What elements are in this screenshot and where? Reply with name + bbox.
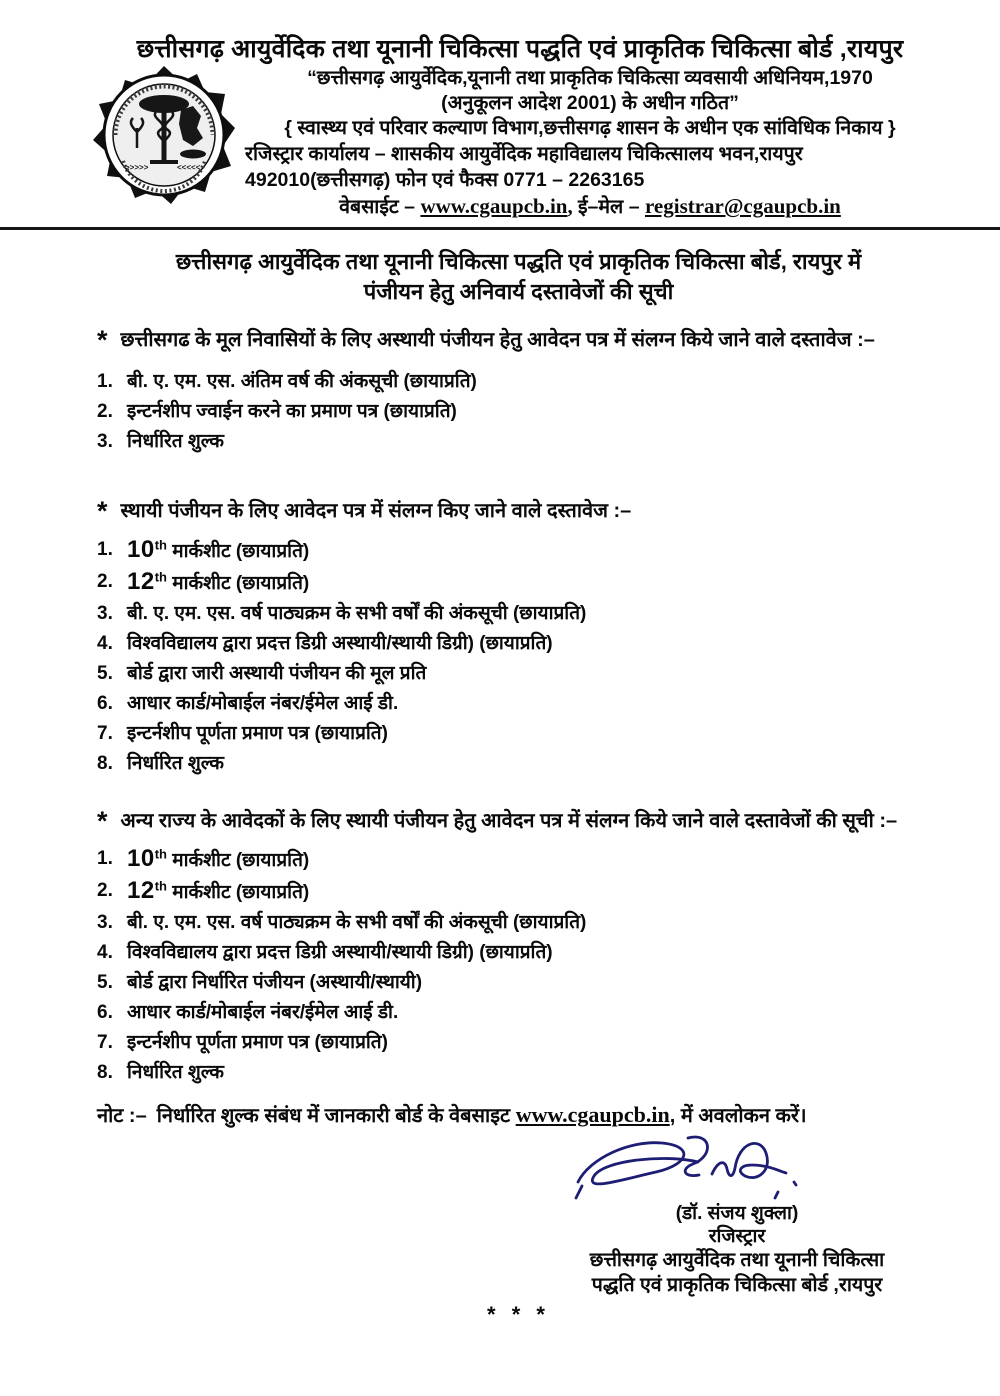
item-number: 8. (97, 1062, 113, 1083)
document-body (0, 247, 1000, 1328)
list-item (97, 749, 940, 779)
signature-dot (794, 1182, 796, 1185)
ordinal-suffix: th (154, 537, 167, 553)
item-text: आधार कार्ड/मोबाईल नंबर/ईमेल आई डी. (127, 693, 399, 714)
item-number: 1. (97, 371, 113, 392)
item-text: निर्धारित शुल्क (127, 431, 224, 452)
address-phone-line: 492010(छत्तीसगढ़) फोन एवं फैक्स 0771 – 2263165 (245, 169, 645, 191)
section-heading-text: छत्तीसगढ के मूल निवासियों के लिए अस्थायी पंजीयन हेतु आवेदन पत्र में संलग्न किये जाने वाले दस्तावेज :– (120, 329, 875, 351)
ordinal-suffix: th (154, 846, 167, 862)
item-number: 1. (97, 848, 113, 869)
list-item (97, 938, 940, 968)
item-text: इन्टर्नशीप ज्वाईन करने का प्रमाण पत्र (छायाप्रति) (127, 401, 457, 422)
signature-comma (775, 1192, 778, 1198)
signature-loop-left (578, 1143, 698, 1184)
asterisk-bullet: * (97, 325, 108, 355)
list-item (97, 1058, 940, 1088)
section-heading-text: स्थायी पंजीयन के लिए आवेदन पत्र में संलग्न किए जाने वाले दस्तावेज :– (120, 500, 632, 522)
ordinal-suffix: th (154, 878, 167, 894)
separator-comma: , (567, 194, 578, 218)
note-text-after: , में अवलोकन करें। (669, 1105, 807, 1127)
section-items (97, 844, 940, 1088)
item-number: 3. (97, 912, 113, 933)
list-item (97, 629, 940, 659)
document-title-line2: पंजीयन हेतु अनिवार्य दस्तावेजों की सूची (363, 279, 674, 304)
item-text: 10th मार्कशीट (छायाप्रति) (127, 536, 310, 563)
section-heading (97, 497, 940, 525)
item-text: 10th मार्कशीट (छायाप्रति) (127, 845, 310, 872)
list-item (97, 659, 940, 689)
grade-number: 12 (127, 877, 155, 904)
website-label: वेबसाईट – (339, 196, 416, 218)
item-number: 7. (97, 1032, 113, 1053)
item-number: 2. (97, 401, 113, 422)
list-item (97, 567, 940, 599)
seal-icon (93, 66, 235, 204)
registrar-office-line: रजिस्ट्रार कार्यालय – शासकीय आयुर्वेदिक महाविद्यालय चिकित्सालय भवन,रायपुर (245, 143, 803, 165)
list-item (97, 427, 940, 457)
signatory-name: (डॉ. संजय शुक्ला) (675, 1203, 799, 1224)
end-of-document-stars: * * * (487, 1302, 550, 1327)
grade-number: 10 (127, 536, 155, 563)
item-text: आधार कार्ड/मोबाईल नंबर/ईमेल आई डी. (127, 1002, 399, 1023)
note-label: नोट :– (97, 1105, 147, 1127)
letterhead-text (235, 66, 1000, 220)
list-item (97, 998, 940, 1028)
item-number: 4. (97, 942, 113, 963)
document-section (97, 807, 940, 1088)
section-items (97, 367, 940, 457)
asterisk-bullet: * (97, 496, 108, 526)
asterisk-bullet: * (97, 806, 108, 836)
board-seal-logo (93, 66, 235, 204)
signature-flick (576, 1186, 582, 1198)
grade-number: 10 (127, 845, 155, 872)
signatory-org-line1: छत्तीसगढ़ आयुर्वेदिक तथा यूनानी चिकित्सा (589, 1249, 885, 1271)
statutory-body-line: { स्वास्थ्य एवं परिवार कल्याण विभाग,छत्तीसगढ़ शासन के अधीन एक सांविधिक निकाय } (284, 117, 896, 139)
list-item (97, 599, 940, 629)
act-quote-line1: “छत्तीसगढ़ आयुर्वेदिक,यूनानी तथा प्राकृतिक चिकित्सा व्यवसायी अधिनियम,1970 (307, 67, 873, 89)
list-item (97, 968, 940, 998)
item-number: 5. (97, 972, 113, 993)
sections (97, 326, 940, 1088)
item-text: बोर्ड द्वारा निर्धारित पंजीयन (अस्थायी/स्थायी) (127, 972, 423, 993)
seal-lamp-icon (180, 150, 206, 159)
document-title-line1: छत्तीसगढ़ आयुर्वेदिक तथा यूनानी चिकित्सा पद्धति एवं प्राकृतिक चिकित्सा बोर्ड, रायपुर में (175, 249, 862, 274)
item-number: 4. (97, 633, 113, 654)
email-label: ई–मेल – (577, 196, 640, 218)
list-item (97, 689, 940, 719)
item-text: इन्टर्नशीप पूर्णता प्रमाण पत्र (छायाप्रति) (127, 1032, 388, 1053)
signature-tail (712, 1143, 786, 1177)
item-number: 6. (97, 693, 113, 714)
item-number: 5. (97, 663, 113, 684)
item-number: 6. (97, 1002, 113, 1023)
website-link[interactable]: www.cgaupcb.in (420, 194, 568, 218)
item-number: 3. (97, 603, 113, 624)
list-item (97, 535, 940, 567)
note-website-link[interactable]: www.cgaupcb.in (515, 1102, 670, 1127)
document-title (97, 247, 940, 307)
signature-s-curve (685, 1137, 707, 1176)
item-number: 2. (97, 571, 113, 592)
item-text: 12th मार्कशीट (छायाप्रति) (127, 568, 310, 595)
item-text: विश्वविद्यालय द्वारा प्रदत्त डिग्री अस्थायी/स्थायी डिग्री) (छायाप्रति) (127, 942, 553, 963)
board-name-heading: छत्तीसगढ़ आयुर्वेदिक तथा यूनानी चिकित्सा पद्धति एवं प्राकृतिक चिकित्सा बोर्ड ,रायपुर (136, 35, 904, 63)
list-item (97, 1028, 940, 1058)
item-text: 12th मार्कशीट (छायाप्रति) (127, 877, 310, 904)
item-number: 8. (97, 753, 113, 774)
item-number: 1. (97, 539, 113, 560)
list-item (97, 876, 940, 908)
item-number: 7. (97, 723, 113, 744)
item-text: विश्वविद्यालय द्वारा प्रदत्त डिग्री अस्थायी/स्थायी डिग्री) (छायाप्रति) (127, 633, 553, 654)
list-item (97, 719, 940, 749)
website-email-line (235, 193, 945, 220)
act-quote-line2: (अनुकूलन आदेश 2001) के अधीन गठित” (441, 91, 739, 114)
letterhead (0, 66, 1000, 220)
email-link[interactable]: registrar@cgaupcb.in (644, 194, 841, 218)
section-heading (97, 326, 940, 354)
ordinal-suffix: th (154, 569, 167, 585)
list-item (97, 367, 940, 397)
seal-chevrons-right: <<<<< (177, 163, 201, 172)
section-items (97, 535, 940, 779)
note-text-before: निर्धारित शुल्क संबंध में जानकारी बोर्ड के वेबसाइट (156, 1105, 516, 1127)
document-section (97, 326, 940, 457)
signatory-designation: रजिस्ट्रार (708, 1226, 766, 1247)
item-text: बोर्ड द्वारा जारी अस्थायी पंजीयन की मूल प्रति (127, 663, 427, 684)
item-text: बी. ए. एम. एस. वर्ष पाठ्यक्रम के सभी वर्षों की अंकसूची (छायाप्रति) (127, 912, 587, 933)
signature-block (542, 1116, 932, 1298)
document-section (97, 497, 940, 779)
list-item (97, 908, 940, 938)
item-number: 3. (97, 431, 113, 452)
item-text: बी. ए. एम. एस. अंतिम वर्ष की अंकसूची (छायाप्रति) (127, 371, 477, 392)
list-item (97, 397, 940, 427)
section-heading-text: अन्य राज्य के आवेदकों के लिए स्थायी पंजीयन हेतु आवेदन पत्र में संलग्न किये जाने वाले दस्तावेजों की सूची :– (120, 810, 898, 832)
grade-number: 12 (127, 568, 155, 595)
item-text: निर्धारित शुल्क (127, 753, 224, 774)
list-item (97, 844, 940, 876)
section-heading (97, 807, 940, 835)
item-text: इन्टर्नशीप पूर्णता प्रमाण पत्र (छायाप्रति) (127, 723, 388, 744)
header-divider (0, 227, 1000, 230)
signatory-org-line2: पद्धति एवं प्राकृतिक चिकित्सा बोर्ड ,रायपुर (591, 1274, 883, 1296)
seal-chevrons-left: >>>>> (125, 163, 149, 172)
item-text: बी. ए. एम. एस. वर्ष पाठ्यक्रम के सभी वर्षों की अंकसूची (छायाप्रति) (127, 603, 587, 624)
item-number: 2. (97, 880, 113, 901)
item-text: निर्धारित शुल्क (127, 1062, 224, 1083)
